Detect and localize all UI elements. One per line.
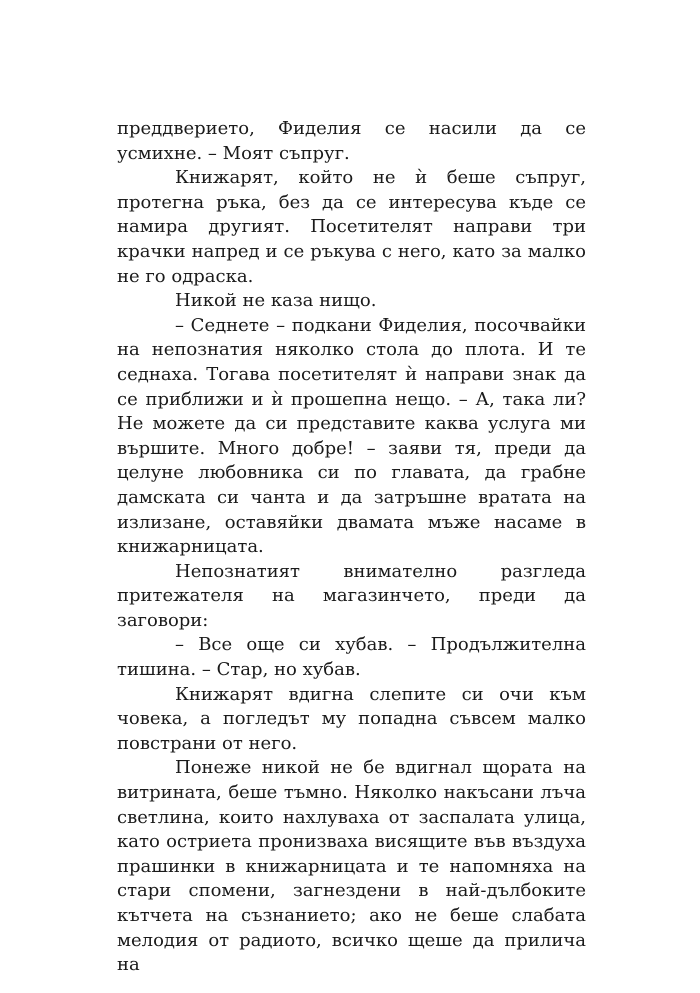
paragraph: Книжарят, който не ѝ беше съпруг, протегна ръка, без да се интересува къде се намира другият. Посетителят направи три крачки напред и се ръкува с него, като за малко не го одраска. — [117, 167, 586, 287]
paragraph: Понеже никой не бе вдигнал щората на витрината, беше тъмно. Няколко накъсани лъча светлина, които нахлуваха от заспалата улица, като остриета пронизваха висящите във въздуха прашинки в книжарницата и те напомняха на стари спомени, загнездени в най-дълбоките кътчета на съзнанието; ако не беше слабата мелодия от радиото, всичко щеше да прилича на — [117, 757, 586, 976]
paragraph: Книжарят вдигна слепите си очи към човека, а погледът му попадна съвсем малко повстрани от него. — [117, 683, 586, 754]
paragraph: Никой не каза нищо. — [175, 290, 377, 312]
paragraph: – Все още си хубав. – Продължителна тишина. – Стар, но хубав. — [117, 634, 586, 681]
body-text — [117, 117, 586, 978]
paragraph: Непознатият внимателно разгледа притежателя на магазинчето, преди да заговори: — [117, 560, 586, 631]
paragraph: преддверието, Фиделия се насили да се усмихне. – Моят съпруг. — [117, 118, 586, 164]
paragraph: – Седнете – подкани Фиделия, посочвайки на непознатия няколко стола до плота. И те седнаха. Тогава посетителят ѝ направи знак да се приближи и ѝ прошепна нещо. – А, така ли? Не можете да си представите каква услуга ми вършите. Много добре! – заяви тя, преди да целуне любовника си по главата, да грабне дамската си чанта и да затръшне вратата на излизане, оставяйки двамата мъже насаме в книжарницата. — [117, 314, 586, 558]
